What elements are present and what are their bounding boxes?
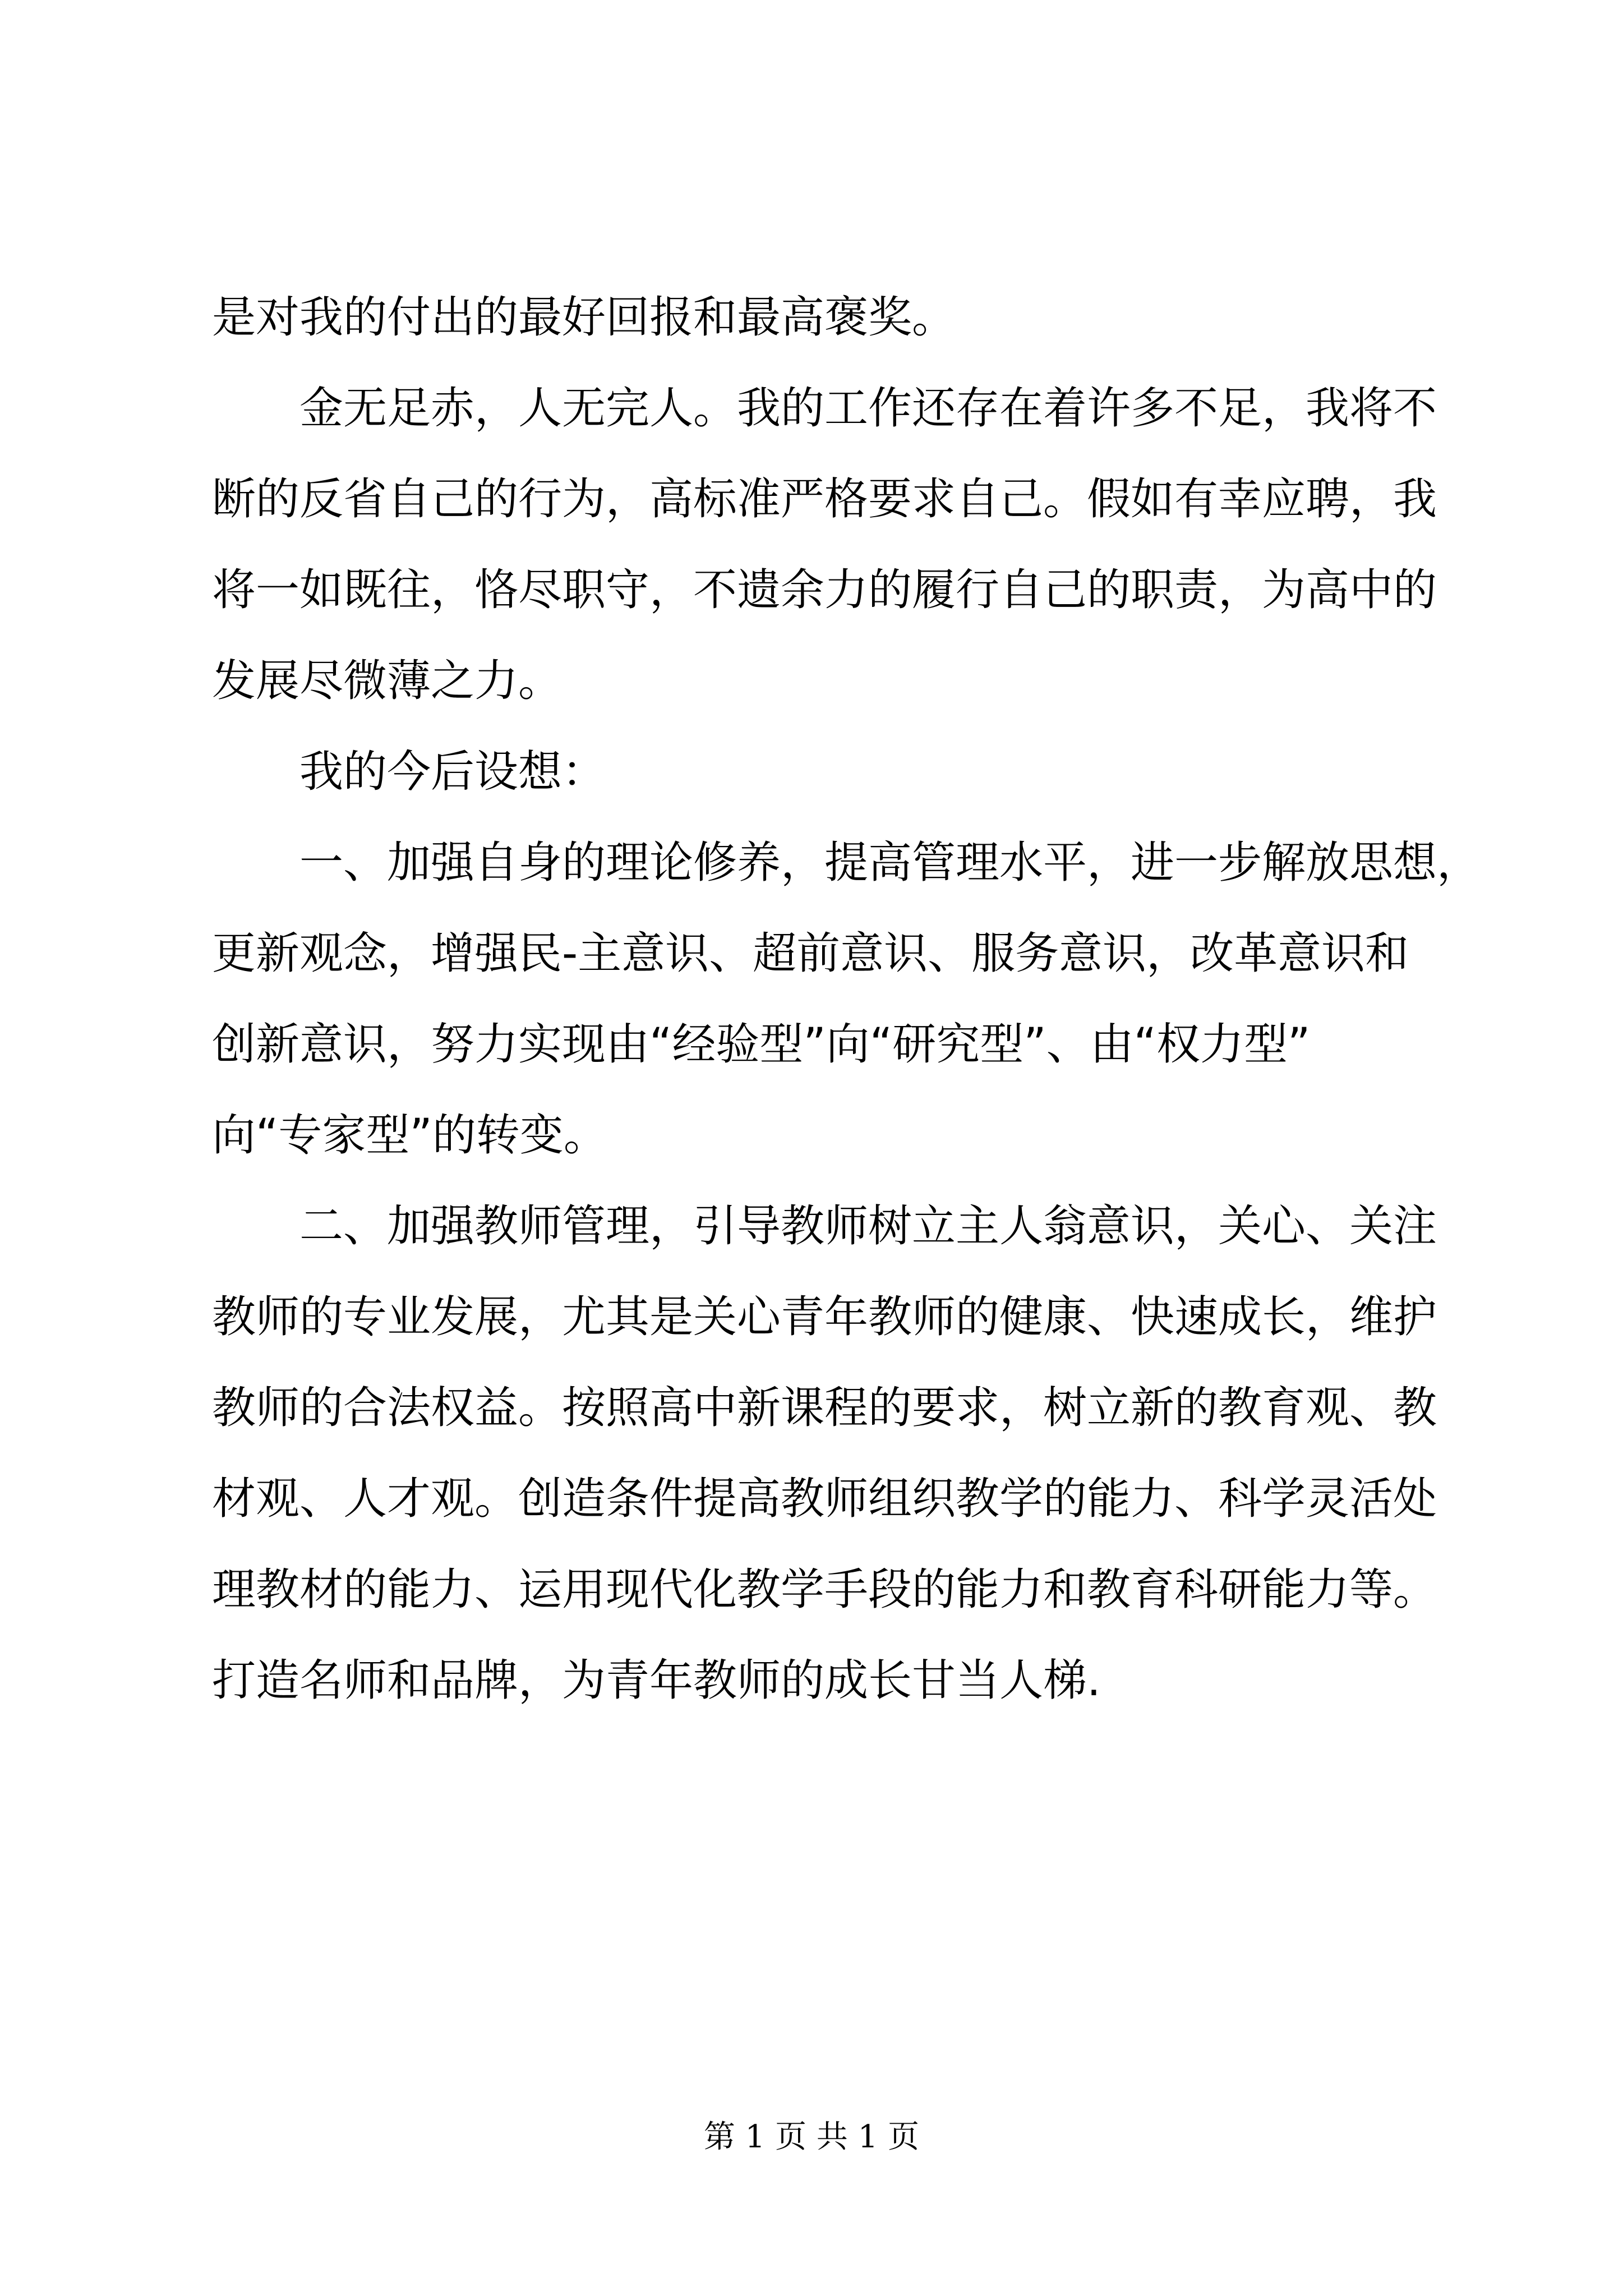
text-line: 更新观念，增强民-主意识、超前意识、服务意识，改革意识和	[212, 928, 1409, 979]
text-line: 教师的专业发展，尤其是关心青年教师的健康、快速成长，维护	[212, 1292, 1437, 1342]
text-line: 金无足赤，人无完人。我的工作还存在着许多不足，我将不	[299, 383, 1437, 434]
text-line: 一、加强自身的理论修养，提高管理水平，进一步解放思想，	[299, 838, 1481, 888]
text-line: 发展尽微薄之力。	[212, 656, 562, 706]
text-line: 断的反省自己的行为，高标准严格要求自己。假如有幸应聘，我	[212, 474, 1437, 524]
text-line: 打造名师和品牌，为青年教师的成长甘当人梯.	[212, 1655, 1101, 1706]
text-line: 材观、人才观。创造条件提高教师组织教学的能力、科学灵活处	[212, 1474, 1437, 1524]
page-footer	[0, 2115, 1623, 2160]
page-number-label: 第 1 页 共 1 页	[703, 2119, 920, 2155]
text-line: 创新意识，努力实现由“经验型”向“研究型”、由“权力型”	[212, 1019, 1311, 1070]
text-line: 二、加强教师管理，引导教师树立主人翁意识，关心、关注	[299, 1201, 1437, 1251]
text-line: 理教材的能力、运用现代化教学手段的能力和教育科研能力等。	[212, 1565, 1437, 1615]
text-line: 我的今后设想：	[299, 747, 606, 797]
text-line: 向“专家型”的转变。	[212, 1110, 607, 1161]
text-line: 教师的合法权益。按照高中新课程的要求，树立新的教育观、教	[212, 1383, 1437, 1433]
document-body	[212, 272, 1481, 1726]
text-line: 将一如既往，恪尽职守，不遗余力的履行自己的职责，为高中的	[212, 565, 1437, 615]
text-line: 是对我的付出的最好回报和最高褒奖。	[212, 292, 956, 343]
